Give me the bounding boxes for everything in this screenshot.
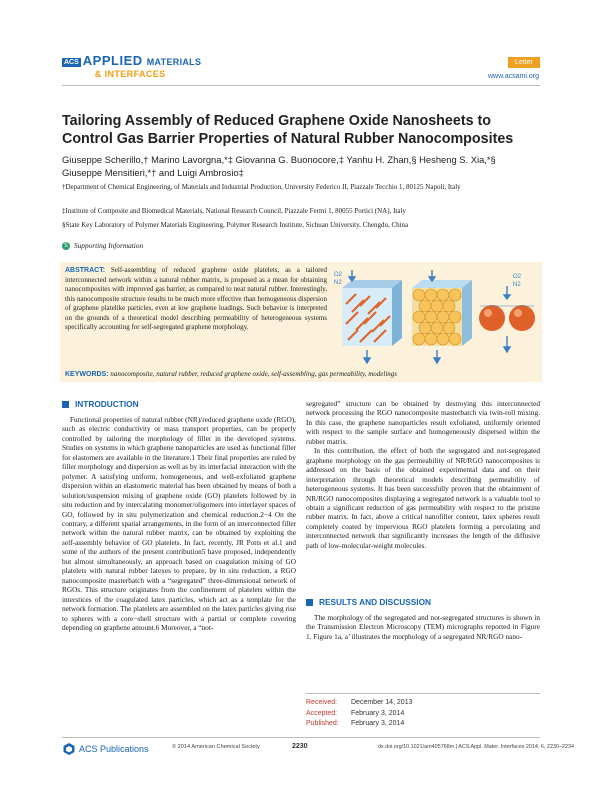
doi-link[interactable]: dx.doi.org/10.1021/am405768m | ACS Appl. Mater. Interfaces 2014, 6, 2230−2234 [378,744,575,750]
segregated-cube-illustration [412,280,472,346]
author-line-1: Giuseppe Scherillo,† Marino Lavorgna,*‡ Giovanna G. Buonocore,‡ Yanhu H. Zhan,§ Hesheng S. Xia,*§ [62,154,496,165]
article-title: Tailoring Assembly of Reduced Graphene Oxide Nanosheets to Control Gas Barrier Properties of Natural Rubber Nanocomposites [62,113,514,147]
n2-label-left: N2 [334,280,342,286]
publication-dates [306,693,540,730]
abstract-text [65,266,327,333]
journal-name-line2: & INTERFACES [94,69,166,79]
keywords-label: KEYWORDS: [65,371,109,378]
article-type-badge: Letter [508,57,540,68]
o2-label-right: O2 [513,274,522,280]
not-segregated-cube-illustration [342,280,402,346]
journal-name-line1: APPLIED MATERIALS [82,53,202,68]
acs-publications-logo[interactable] [62,742,149,756]
results-paragraph-1: The morphology of the segregated and not-segregated structures is shown in the Transmission Electron Microscopy (TEM) micrographs reported in Figure 1. Figure 1a, a’ illustrates the morphology of a segregated NR/RGO nano- [306,613,540,641]
keywords-list: nanocomposite, natural rubber, reduced graphene oxide, self-assembling, gas permeability, modelings [110,370,398,378]
acs-badge: ACS [64,59,79,66]
keywords-line [65,370,535,379]
section-square-icon [306,599,313,606]
supporting-info-link[interactable] [62,241,143,250]
page-number: 2230 [292,743,308,750]
copyright-text: © 2014 American Chemical Society [172,744,260,750]
acs-hexagon-icon [62,742,76,756]
intro-paragraph-2: segregated” structure can be obtained by destroying this interconnected network processing the RGO nanocomposite masterbatch via twin-roll mixing. In this case, the graphene nanoparticles result exfoliated, uniformly oriented with respect to the sample surface and homogeneously dispersed within the rubber matrix. [306,399,540,446]
results-column [306,613,540,671]
results-heading: RESULTS AND DISCUSSION [306,597,431,607]
supporting-info-label: Supporting Information [74,241,144,250]
intro-paragraph-3: In this contribution, the effect of both the segregated and not-segregated graphene morphology on the gas permeability of NR/RGO nanocomposites is addressed on the basis of the obtained experimental data and on their interpretation through theoretical models describing permeability of heterogeneous systems. It has been successfully proven that the obtainment of NR/RGO nanocomposites displaying a segregated network is a valuable tool to obtain a significant reduction of gas permeability with respect to the pristine rubber matrix. In fact, above a critical nanofiller content, latex spheres result completely coated by impervious RGO platelets forming a percolating and interconnected network that significantly increases the length of the diffusive path of low-molecular-weight molecules. [306,446,540,550]
date-accepted: Accepted: February 3, 2014 [306,709,405,717]
affiliation-3: §State Key Laboratory of Polymer Materials Engineering, Polymer Research Institute, Sichuan University, Chengdu, China [62,221,409,229]
supporting-info-icon: S [62,242,70,250]
publisher-name: ACS Publications [79,744,149,754]
intro-column-left [62,415,296,733]
abstract-label: ABSTRACT: [65,267,106,274]
affiliation-2: ‡Institute of Composite and Biomedical Materials, National Research Council, Piazzale Fermi 1, 80055 Portici (NA), Italy [62,207,406,215]
abstract-body: Self-assembling of reduced graphene oxide platelets, as a tailored interconnected network within a natural rubber matrix, is proposed as a mean for obtaining nanocomposites with improved gas barrier, as compared to neat natural rubber. Interestingly, this nanocomposite structure results to be much more effective than homogeneous dispersion of graphene platelike particles, even at low graphene loadings. Such behavior is interpreted on the grounds of a theoretical model describing permeability of heterogeneous systems specifically accounting for self-segregated graphene morphology. [65,266,328,331]
footer-divider [62,737,540,738]
journal-url-link[interactable]: www.acsami.org [488,73,539,80]
coated-spheres-illustration [479,305,535,331]
affiliation-1: †Department of Chemical Engineering, of Materials and Industrial Production, University Federico II, Piazzale Tecchio 1, 80125 Napoli, Italy [62,183,461,191]
abstract-graphic [330,266,538,366]
intro-paragraph-1: Functional properties of natural rubber (NR)/reduced graphene oxide (RGO), such as electric conductivity or mass transport properties, can be properly controlled by tailoring the morphology of filler in the developed systems. Studies on systems in which graphene nanoparticles are used as functional filler for elastomers are available in the literature.1 Their final properties are ruled by filler morphology and dispersion as well as by its interfacial interaction with the polymer. A satisfying uniform, homogeneous, and well-exfoliated graphene dispersion within an elastomeric material has been obtained by means of both a solution/suspension mixing of graphene oxide (GO) platelets followed by in situ reduction and by intercalating monomer/oligomers into interlayer spaces of GO, followed by in situ polymerization and chemical reduction.2−4 On the contrary, a different spatial arrangements, in the form of an interconnected filler network within the natural rubber matrix, can be obtained by exploiting the self-assembly behavior of GO platelets. In fact, recently, JR Potts et al.1 and some of the authors of the present contribution5 have proposed, independently but almost simultaneously, an approach based on coagulation mixing of GO platelets with natural rubber latexes to prepare, by in situ reduction, a RGO nanocomposite masterbatch with a “segregated” three-dimensional network of RGOs. This structure originates from the confinement of platelets within the interstices of the coagulated latex particles, which act as a template for the network formation. The platelets are assembled on the latex particles giving rise to spheres with a core−shell structure with a partial or complete covering depending on graphene amount.6 Moreover, a “not- [62,415,296,632]
n2-label-right: N2 [513,282,521,288]
date-received: Received: December 14, 2013 [306,699,413,706]
section-square-icon [62,401,69,408]
header-divider [62,85,540,86]
intro-column-right [306,399,540,577]
introduction-heading: INTRODUCTION [62,399,139,409]
journal-logo[interactable] [62,54,201,79]
author-list [62,153,540,179]
author-line-2: Giuseppe Mensitieri,*† and Luigi Ambrosio‡ [62,167,244,178]
date-published: Published: February 3, 2014 [306,720,405,727]
o2-label-left: O2 [334,272,343,278]
